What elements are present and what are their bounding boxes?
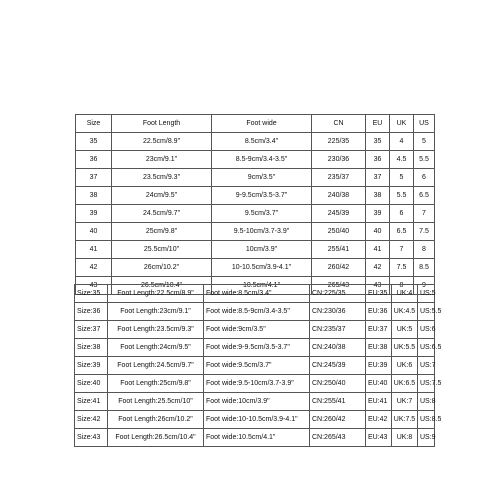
table-cell: Foot Length:22.5cm/8.9": [108, 285, 204, 303]
table-cell: 230/36: [312, 151, 366, 169]
table-cell: 7.5: [414, 223, 435, 241]
table-cell: 5: [390, 169, 414, 187]
table-row: [75, 393, 435, 411]
table-cell: US:7: [418, 357, 435, 375]
table-cell: Foot wide:9cm/3.5": [204, 321, 310, 339]
table-cell: 39: [76, 205, 112, 223]
table-cell: UK:4: [392, 285, 418, 303]
table-cell: 22.5cm/8.9": [112, 133, 212, 151]
table-cell: 9cm/3.5": [212, 169, 312, 187]
table-cell: 8.5-9cm/3.4-3.5": [212, 151, 312, 169]
table-cell: UK:7.5: [392, 411, 418, 429]
table-cell: 26.5cm/10.4": [112, 277, 212, 295]
table-cell: CN:240/38: [310, 339, 366, 357]
table-cell: Foot Length:24cm/9.5": [108, 339, 204, 357]
header-cell: EU: [366, 115, 390, 133]
table-cell: Foot Length:24.5cm/9.7": [108, 357, 204, 375]
table-cell: 5: [414, 133, 435, 151]
table-cell: 37: [366, 169, 390, 187]
table-cell: 225/35: [312, 133, 366, 151]
table-cell: 40: [366, 223, 390, 241]
table-cell: 42: [366, 259, 390, 277]
table-row: [76, 205, 435, 223]
table-cell: 23.5cm/9.3": [112, 169, 212, 187]
table-cell: 38: [366, 187, 390, 205]
table-cell: Size:38: [75, 339, 108, 357]
table-cell: 24cm/9.5": [112, 187, 212, 205]
table-cell: US:9: [418, 429, 435, 447]
table-cell: Size:39: [75, 357, 108, 375]
table-row: [75, 411, 435, 429]
table-cell: 26cm/10.2": [112, 259, 212, 277]
table-row: [75, 375, 435, 393]
table-cell: Foot Length:26cm/10.2": [108, 411, 204, 429]
table-row: [76, 187, 435, 205]
table-cell: 40: [76, 223, 112, 241]
table-cell: 43: [366, 277, 390, 295]
table-row: [76, 151, 435, 169]
header-cell: US: [414, 115, 435, 133]
table-cell: 4: [390, 133, 414, 151]
table-cell: Foot wide:9-9.5cm/3.5-3.7": [204, 339, 310, 357]
table-cell: 250/40: [312, 223, 366, 241]
table-cell: 6.5: [414, 187, 435, 205]
table-cell: 10-10.5cm/3.9-4.1": [212, 259, 312, 277]
table-cell: 23cm/9.1": [112, 151, 212, 169]
table-cell: 9.5-10cm/3.7-3.9": [212, 223, 312, 241]
table-cell: Size:43: [75, 429, 108, 447]
table-row: [75, 321, 435, 339]
table-cell: 24.5cm/9.7": [112, 205, 212, 223]
header-cell: CN: [312, 115, 366, 133]
table-row: [76, 241, 435, 259]
table-cell: 8.5cm/3.4": [212, 133, 312, 151]
header-cell: Size: [76, 115, 112, 133]
table-cell: Foot wide:10cm/3.9": [204, 393, 310, 411]
table-cell: Size:41: [75, 393, 108, 411]
table-cell: Foot wide:10-10.5cm/3.9-4.1": [204, 411, 310, 429]
table-cell: 260/42: [312, 259, 366, 277]
header-cell: Foot wide: [212, 115, 312, 133]
table-cell: 5.5: [390, 187, 414, 205]
table-row: [75, 339, 435, 357]
table-cell: 9: [414, 277, 435, 295]
table-cell: US:6.5: [418, 339, 435, 357]
table-row: [75, 357, 435, 375]
table-row: [76, 259, 435, 277]
table-cell: US:8.5: [418, 411, 435, 429]
table-cell: Size:35: [75, 285, 108, 303]
table-cell: 265/43: [312, 277, 366, 295]
table-row: [75, 285, 435, 303]
size-chart-table: [75, 114, 435, 295]
table-cell: 39: [366, 205, 390, 223]
table-cell: US:8: [418, 393, 435, 411]
table-cell: 7: [414, 205, 435, 223]
table-row: [75, 303, 435, 321]
table-cell: UK:5.5: [392, 339, 418, 357]
table-cell: 4.5: [390, 151, 414, 169]
table-cell: 37: [76, 169, 112, 187]
table-cell: CN:230/36: [310, 303, 366, 321]
table-cell: Foot Length:23cm/9.1": [108, 303, 204, 321]
table-cell: Foot Length:25.5cm/10": [108, 393, 204, 411]
table-cell: Size:37: [75, 321, 108, 339]
table-cell: EU:43: [366, 429, 392, 447]
table-cell: Foot Length:25cm/9.8": [108, 375, 204, 393]
table-cell: 38: [76, 187, 112, 205]
table-cell: 255/41: [312, 241, 366, 259]
table-cell: EU:40: [366, 375, 392, 393]
table-cell: 6.5: [390, 223, 414, 241]
table-cell: Foot wide:8.5-9cm/3.4-3.5": [204, 303, 310, 321]
table-cell: 10.5cm/4.1": [212, 277, 312, 295]
table-cell: 43: [76, 277, 112, 295]
table-cell: 25cm/9.8": [112, 223, 212, 241]
table-cell: 41: [366, 241, 390, 259]
table-cell: 25.5cm/10": [112, 241, 212, 259]
table-cell: Size:40: [75, 375, 108, 393]
table-cell: Foot wide:10.5cm/4.1": [204, 429, 310, 447]
table-row: [75, 429, 435, 447]
table-cell: EU:35: [366, 285, 392, 303]
table-cell: 235/37: [312, 169, 366, 187]
table-cell: 35: [366, 133, 390, 151]
table-cell: 42: [76, 259, 112, 277]
table-cell: US:7.5: [418, 375, 435, 393]
table-cell: UK:4.5: [392, 303, 418, 321]
table-cell: UK:8: [392, 429, 418, 447]
table-cell: UK:5: [392, 321, 418, 339]
table-cell: 36: [366, 151, 390, 169]
table-cell: EU:37: [366, 321, 392, 339]
table-cell: Foot wide:9.5cm/3.7": [204, 357, 310, 375]
table-row: [76, 223, 435, 241]
table-cell: US:5.5: [418, 303, 435, 321]
table-header-row: [76, 115, 435, 133]
table-cell: 7.5: [390, 259, 414, 277]
header-cell: Foot Length: [112, 115, 212, 133]
table-cell: CN:245/39: [310, 357, 366, 375]
table-cell: 8: [414, 241, 435, 259]
table-cell: 9-9.5cm/3.5-3.7": [212, 187, 312, 205]
table-cell: CN:235/37: [310, 321, 366, 339]
table-cell: CN:265/43: [310, 429, 366, 447]
header-cell: UK: [390, 115, 414, 133]
table-cell: US:5: [418, 285, 435, 303]
size-label-table: [74, 284, 442, 447]
table-cell: CN:260/42: [310, 411, 366, 429]
table-cell: EU:38: [366, 339, 392, 357]
table-row: [76, 133, 435, 151]
table-cell: EU:39: [366, 357, 392, 375]
table-cell: UK:7: [392, 393, 418, 411]
table-cell: EU:36: [366, 303, 392, 321]
table-cell: 9.5cm/3.7": [212, 205, 312, 223]
table-cell: 7: [390, 241, 414, 259]
table-row: [76, 169, 435, 187]
table-cell: 240/38: [312, 187, 366, 205]
table-cell: 36: [76, 151, 112, 169]
table-cell: 6: [414, 169, 435, 187]
table-cell: Size:42: [75, 411, 108, 429]
table-cell: 8: [390, 277, 414, 295]
table-cell: Foot Length:26.5cm/10.4": [108, 429, 204, 447]
table-cell: Foot wide:8.5cm/3.4": [204, 285, 310, 303]
table-cell: UK:6.5: [392, 375, 418, 393]
table-cell: 5.5: [414, 151, 435, 169]
table-cell: CN:255/41: [310, 393, 366, 411]
table-cell: 6: [390, 205, 414, 223]
table-cell: 35: [76, 133, 112, 151]
table-cell: Foot wide:9.5-10cm/3.7-3.9": [204, 375, 310, 393]
table-cell: EU:41: [366, 393, 392, 411]
table-cell: CN:225/35: [310, 285, 366, 303]
table-cell: CN:250/40: [310, 375, 366, 393]
table-cell: EU:42: [366, 411, 392, 429]
table-cell: 41: [76, 241, 112, 259]
table-cell: Foot Length:23.5cm/9.3": [108, 321, 204, 339]
table-cell: Size:36: [75, 303, 108, 321]
table-cell: 245/39: [312, 205, 366, 223]
table-cell: 10cm/3.9": [212, 241, 312, 259]
table-cell: 8.5: [414, 259, 435, 277]
table-cell: UK:6: [392, 357, 418, 375]
table-cell: US:6: [418, 321, 435, 339]
